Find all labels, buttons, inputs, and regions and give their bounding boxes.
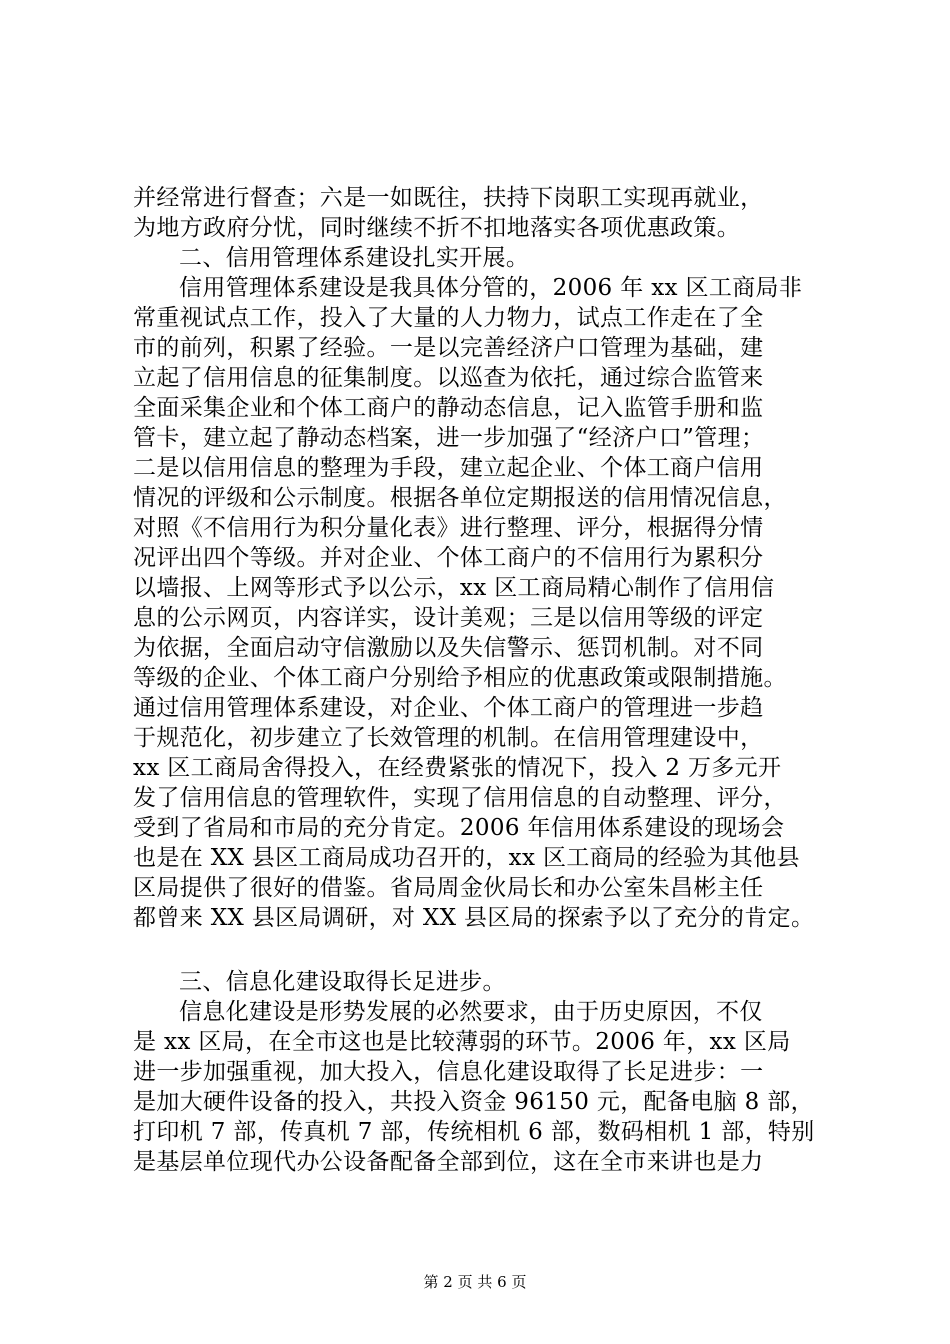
section-heading: 三、信息化建设取得长足进步。 — [179, 969, 506, 995]
body-line: 发了信用信息的管理软件，实现了信用信息的自动整理、评分， — [133, 785, 787, 811]
body-line: 全面采集企业和个体工商户的静动态信息，记入监管手册和监 — [133, 395, 764, 421]
body-line: 对照《不信用行为积分量化表》进行整理、评分，根据得分情 — [133, 515, 764, 541]
body-line: 为地方政府分忧，同时继续不折不扣地落实各项优惠政策。 — [133, 215, 741, 241]
body-line: 为依据，全面启动守信激励以及失信警示、惩罚机制。对不同 — [133, 635, 764, 661]
body-line: 信息化建设是形势发展的必然要求，由于历史原因，不仅 — [179, 999, 763, 1025]
body-line: 都曾来 XX 县区局调研，对 XX 县区局的探索予以了充分的肯定。 — [133, 905, 815, 931]
body-line: xx 区工商局舍得投入，在经费紧张的情况下，投入 2 万多元开 — [133, 755, 782, 781]
body-line: 情况的评级和公示制度。根据各单位定期报送的信用情况信息， — [133, 485, 787, 511]
body-line: 息的公示网页，内容详实，设计美观；三是以信用等级的评定 — [133, 605, 764, 631]
body-line: 也是在 XX 县区工商局成功召开的，xx 区工商局的经验为其他县 — [133, 845, 800, 871]
body-line: 受到了省局和市局的充分肯定。2006 年信用体系建设的现场会 — [133, 815, 785, 841]
body-line: 等级的企业、个体工商户分别给予相应的优惠政策或限制措施。 — [133, 665, 787, 691]
body-line: 于规范化，初步建立了长效管理的机制。在信用管理建设中， — [133, 725, 764, 751]
body-line: 区局提供了很好的借鉴。省局周金伙局长和办公室朱昌彬主任 — [133, 875, 764, 901]
body-line: 立起了信用信息的征集制度。以巡查为依托，通过综合监管来 — [133, 365, 764, 391]
body-line: 并经常进行督查；六是一如既往，扶持下岗职工实现再就业， — [133, 185, 764, 211]
body-line: 市的前列，积累了经验。一是以完善经济户口管理为基础，建 — [133, 335, 764, 361]
page-number: 第 2 页 共 6 页 — [423, 1273, 527, 1291]
body-line: 是基层单位现代办公设备配备全部到位，这在全市来讲也是力 — [133, 1149, 764, 1175]
body-line: 通过信用管理体系建设，对企业、个体工商户的管理进一步趋 — [133, 695, 764, 721]
body-line: 二是以信用信息的整理为手段，建立起企业、个体工商户信用 — [133, 455, 764, 481]
section-heading: 二、信用管理体系建设扎实开展。 — [179, 245, 530, 271]
body-line: 是 xx 区局，在全市这也是比较薄弱的环节。2006 年，xx 区局 — [133, 1029, 791, 1055]
body-line: 打印机 7 部，传真机 7 部，传统相机 6 部，数码相机 1 部，特别 — [133, 1119, 815, 1145]
body-line: 况评出四个等级。并对企业、个体工商户的不信用行为累积分 — [133, 545, 764, 571]
body-line: 常重视试点工作，投入了大量的人力物力，试点工作走在了全 — [133, 305, 764, 331]
body-line: 以墙报、上网等形式予以公示，xx 区工商局精心制作了信用信 — [133, 575, 775, 601]
body-line: 信用管理体系建设是我具体分管的，2006 年 xx 区工商局非 — [179, 275, 803, 301]
body-line: 是加大硬件设备的投入，共投入资金 96150 元，配备电脑 8 部， — [133, 1089, 814, 1115]
body-line: 管卡，建立起了静动态档案，进一步加强了“经济户口”管理； — [133, 425, 765, 451]
body-line: 进一步加强重视，加大投入，信息化建设取得了长足进步：一 — [133, 1059, 764, 1085]
